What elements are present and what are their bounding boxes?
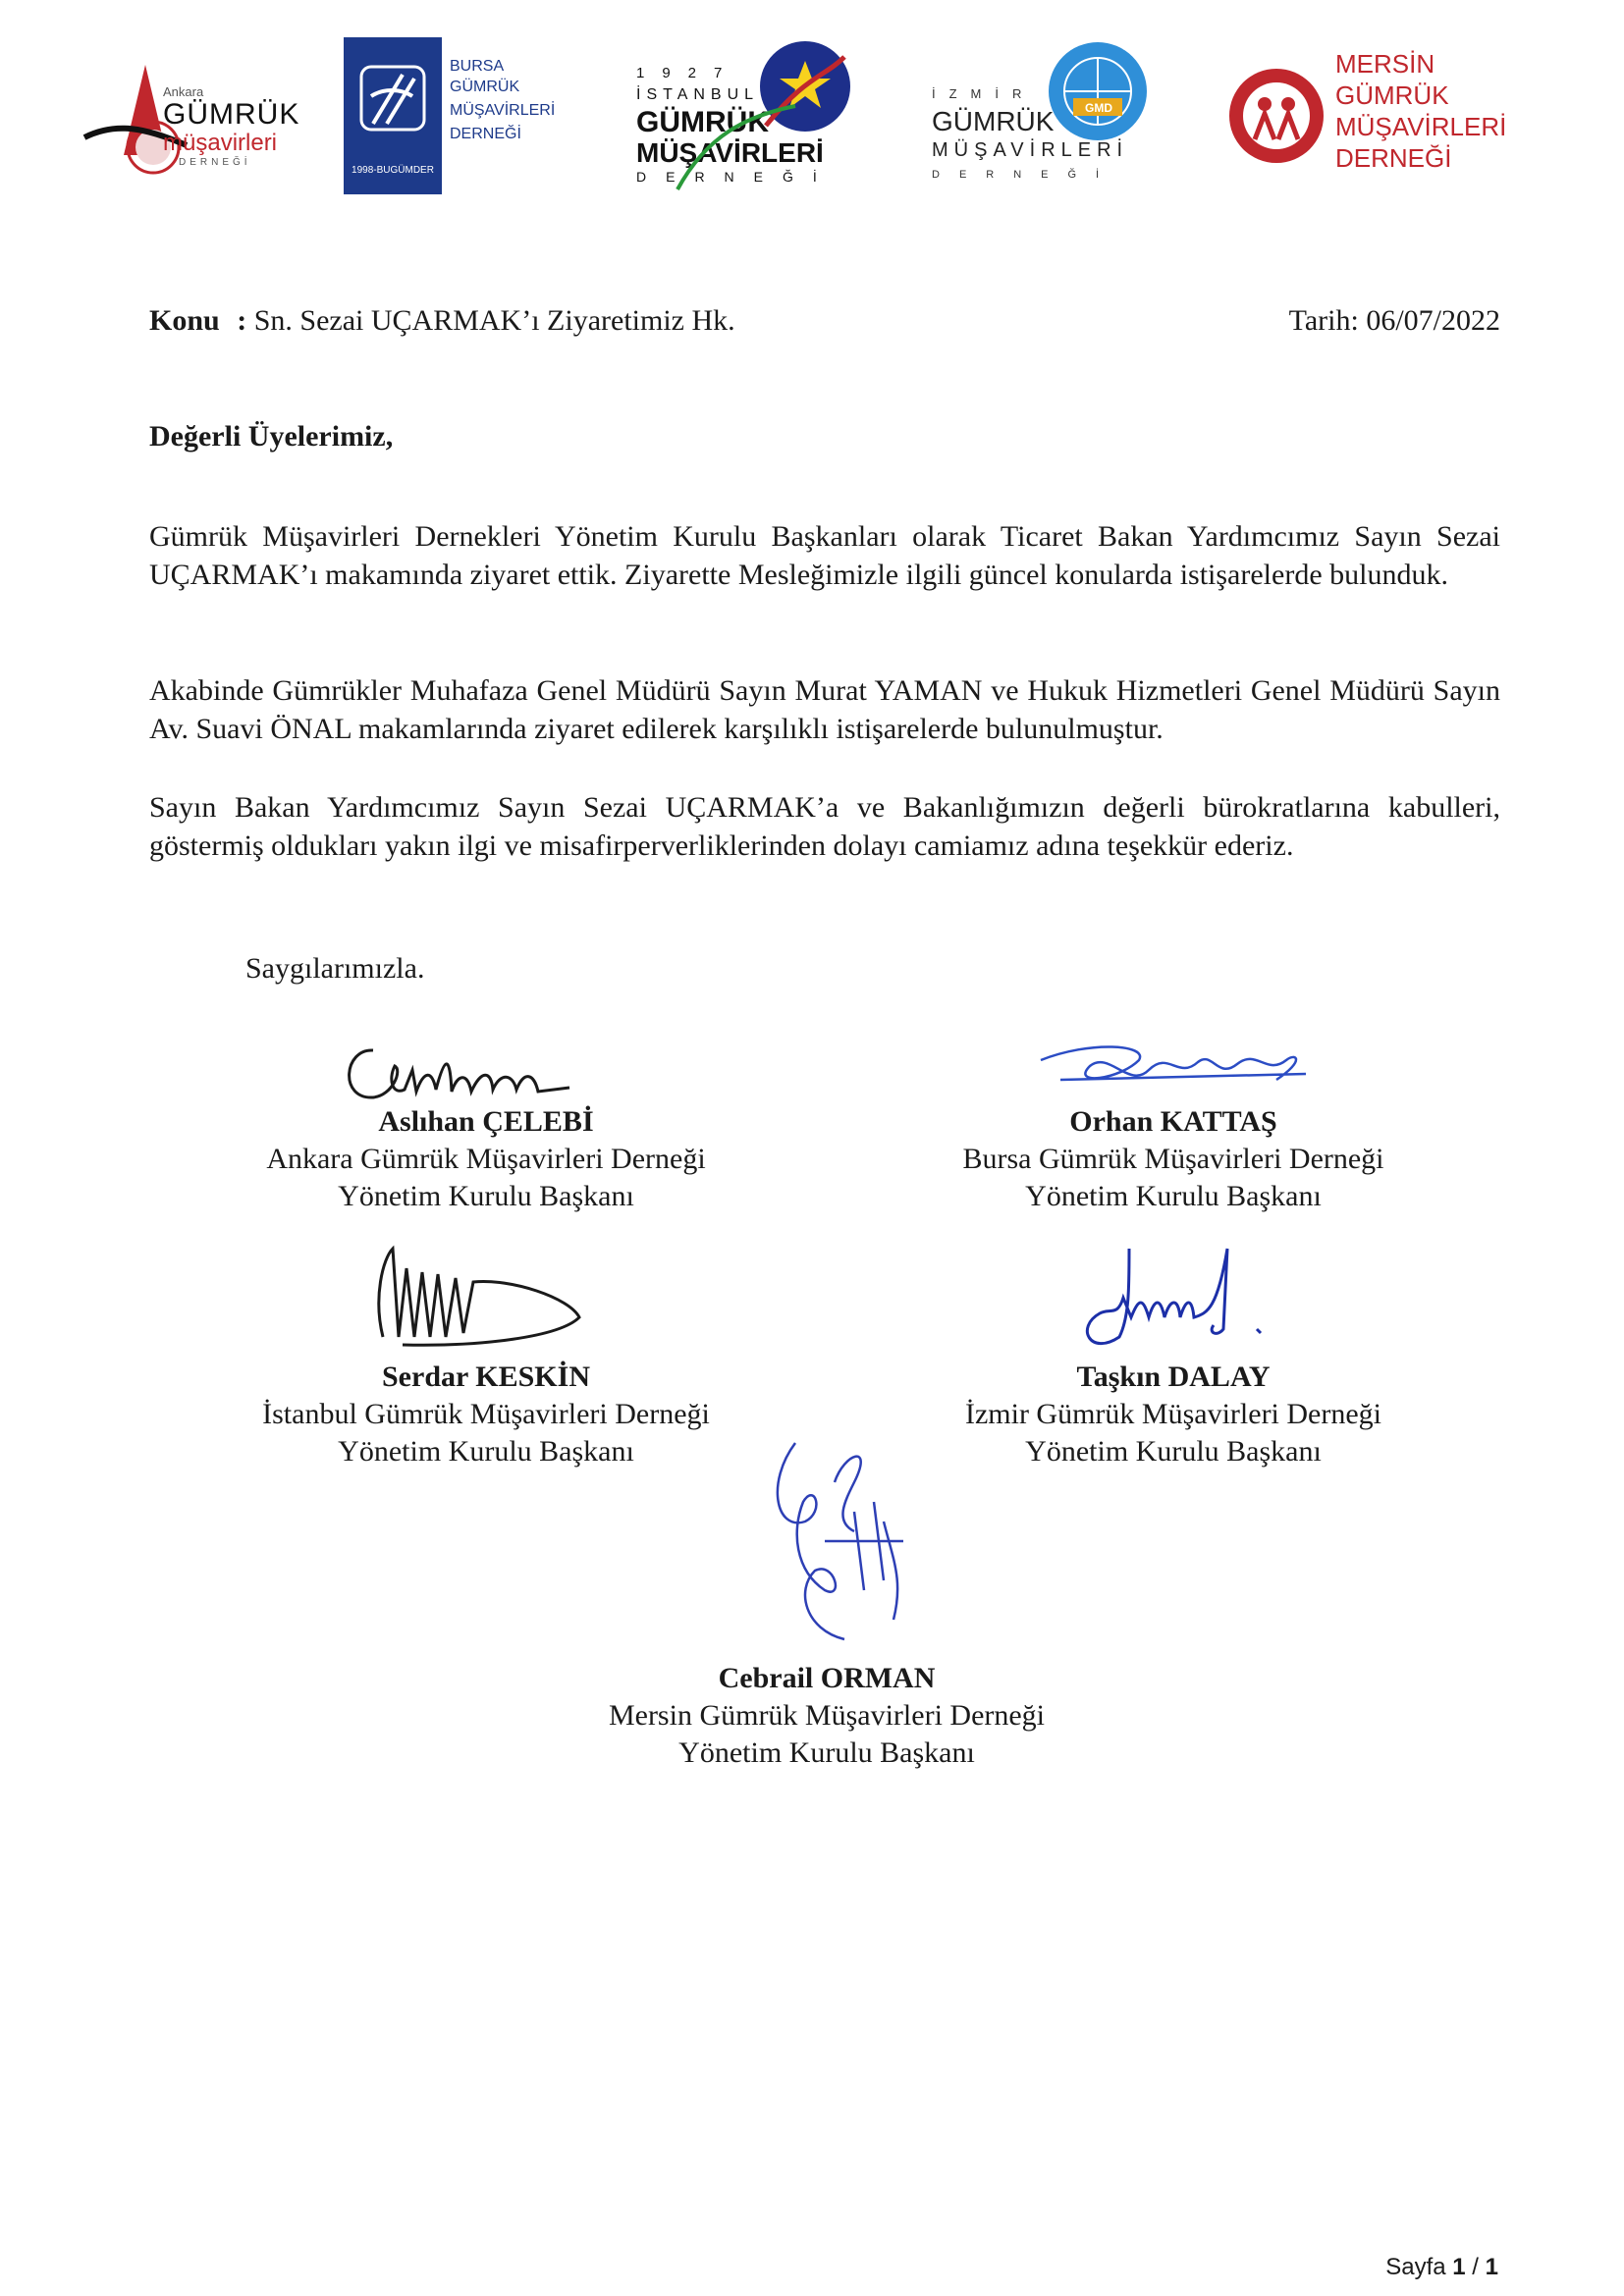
subject-text: Sn. Sezai UÇARMAK’ı Ziyaretimiz Hk. bbox=[253, 304, 735, 337]
signatory-org: Bursa Gümrük Müşavirleri Derneği bbox=[962, 1143, 1384, 1175]
istanbul-city: İSTANBUL bbox=[636, 86, 760, 103]
istanbul-musavirleri: MÜŞAVİRLERİ bbox=[636, 137, 824, 168]
paragraph-thanks: Sayın Bakan Yardımcımız Sayın Sezai UÇARMAK’a ve Bakanlığımızın değerli bürokratlarına kabulleri, göstermiş oldukları yakın ilgi ve misafirperverliklerinden dolayı camiamız adına teşekkür ederiz. bbox=[149, 791, 1500, 862]
bursa-emblem-block bbox=[344, 37, 442, 194]
current-page: 1 bbox=[1452, 2254, 1466, 2280]
signatory-org: İstanbul Gümrük Müşavirleri Derneği bbox=[262, 1398, 710, 1430]
izmir-musavirleri: MÜŞAVİRLERİ bbox=[932, 139, 1129, 161]
signatory-name: Cebrail ORMAN bbox=[718, 1662, 936, 1694]
signatory-bursa bbox=[879, 1103, 1468, 1215]
signatory-istanbul bbox=[191, 1359, 781, 1470]
mersin-dernegi: DERNEĞİ bbox=[1335, 143, 1452, 173]
signatory-org: İzmir Gümrük Müşavirleri Derneği bbox=[964, 1398, 1382, 1430]
bursa-tagline: 1998-BUGÜMDER bbox=[352, 165, 434, 176]
izmir-gumruk: GÜMRÜK bbox=[932, 106, 1055, 136]
signatory-name: Taşkın DALAY bbox=[1076, 1361, 1271, 1393]
mersin-association-logo bbox=[1227, 37, 1507, 204]
mersin-musavirleri: MÜŞAVİRLERİ bbox=[1335, 112, 1507, 141]
signatory-title: Yönetim Kurulu Başkanı bbox=[338, 1180, 634, 1212]
signatory-name: Serdar KESKİN bbox=[382, 1361, 590, 1393]
subject-label: Konu bbox=[149, 304, 220, 337]
signatory-name: Aslıhan ÇELEBİ bbox=[378, 1105, 594, 1138]
letter-date: Tarih: 06/07/2022 bbox=[1288, 304, 1500, 337]
signatory-org: Ankara Gümrük Müşavirleri Derneği bbox=[266, 1143, 706, 1175]
paragraph-followup: Akabinde Gümrükler Muhafaza Genel Müdürü Sayın Murat YAMAN ve Hukuk Hizmetleri Genel Müdürü Sayın Av. Suavi ÖNAL makamlarında ziyaret edilerek karşılıklı istişarelerde bulunulmuştur. bbox=[149, 674, 1500, 745]
signatory-title: Yönetim Kurulu Başkanı bbox=[1025, 1180, 1322, 1212]
ankara-association-logo bbox=[77, 37, 302, 204]
bursa-name-3: MÜŞAVİRLERİ bbox=[450, 102, 556, 119]
signatory-mersin bbox=[532, 1660, 1121, 1772]
ankara-dernegi-text: DERNEĞİ bbox=[179, 157, 251, 168]
izmir-association-logo bbox=[928, 37, 1154, 204]
signature-keskin bbox=[363, 1239, 599, 1357]
salutation: Değerli Üyelerimiz, bbox=[149, 420, 394, 453]
bursa-name-4: DERNEĞİ bbox=[450, 126, 521, 142]
signatory-title: Yönetim Kurulu Başkanı bbox=[678, 1736, 975, 1769]
signatory-izmir bbox=[879, 1359, 1468, 1470]
signature-kattas bbox=[1031, 1031, 1326, 1109]
mersin-city: MERSİN bbox=[1335, 49, 1435, 79]
izmir-badge: GMD bbox=[1085, 101, 1112, 115]
mersin-seal-icon bbox=[1227, 37, 1326, 194]
signatory-org: Mersin Gümrük Müşavirleri Derneği bbox=[608, 1699, 1046, 1732]
signatory-ankara bbox=[191, 1103, 781, 1215]
izmir-city: İZMİR bbox=[932, 86, 1036, 101]
signatory-title: Yönetim Kurulu Başkanı bbox=[338, 1435, 634, 1468]
ankara-musavirleri-text: müşavirleri bbox=[163, 130, 278, 156]
closing: Saygılarımızla. bbox=[245, 952, 425, 985]
page-number bbox=[1385, 2254, 1498, 2281]
istanbul-association-logo bbox=[628, 37, 864, 204]
ankara-gumruk-text: GÜMRÜK bbox=[163, 98, 300, 131]
subject-separator: : bbox=[237, 304, 247, 337]
total-pages: 1 bbox=[1485, 2254, 1498, 2280]
subject-line bbox=[149, 304, 1500, 338]
istanbul-dernegi: DERNEĞİ bbox=[636, 169, 837, 185]
page-separator: / bbox=[1472, 2254, 1479, 2280]
signature-celebi bbox=[334, 1031, 599, 1114]
ankara-city-text: Ankara bbox=[163, 84, 204, 99]
signatory-title: Yönetim Kurulu Başkanı bbox=[1025, 1435, 1322, 1468]
signature-dalay bbox=[1070, 1239, 1286, 1366]
izmir-globe-icon bbox=[1044, 37, 1152, 145]
page-label: Sayfa bbox=[1385, 2254, 1446, 2280]
istanbul-year: 1927 bbox=[636, 65, 740, 81]
izmir-dernegi: DERNEĞİ bbox=[932, 169, 1119, 181]
signatory-name: Orhan KATTAŞ bbox=[1069, 1105, 1277, 1138]
bursa-emblem-icon bbox=[344, 37, 442, 165]
bursa-name-2: GÜMRÜK bbox=[450, 79, 520, 95]
paragraph-visit: Gümrük Müşavirleri Dernekleri Yönetim Kurulu Başkanları olarak Ticaret Bakan Yardımcımız Sayın Sezai UÇARMAK’ı makamında ziyaret ettik. Ziyarette Mesleğimizle ilgili güncel konularda istişarelerde bulunduk. bbox=[149, 520, 1500, 591]
mersin-gumruk: GÜMRÜK bbox=[1335, 80, 1449, 110]
istanbul-gumruk: GÜMRÜK bbox=[636, 106, 769, 138]
bursa-name-1: BURSA bbox=[450, 58, 505, 75]
bursa-association-logo bbox=[344, 37, 556, 204]
istanbul-swoosh-icon bbox=[668, 96, 805, 194]
